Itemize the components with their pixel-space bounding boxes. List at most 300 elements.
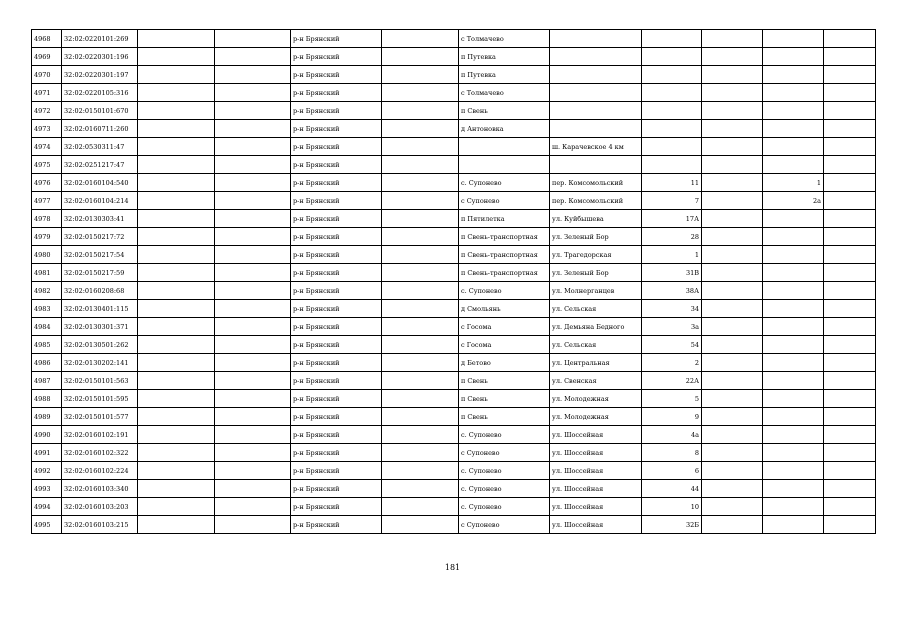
col-4-cell <box>215 444 291 462</box>
col-12-cell <box>824 444 876 462</box>
row-number-cell: 4988 <box>32 390 62 408</box>
district-cell: р-н Брянский <box>291 228 382 246</box>
col-12-cell <box>824 156 876 174</box>
building-cell <box>763 264 824 282</box>
street-cell <box>550 66 642 84</box>
table-row <box>32 246 876 264</box>
col-12-cell <box>824 192 876 210</box>
col-10-cell <box>702 516 763 534</box>
col-3-cell <box>138 210 215 228</box>
district-cell: р-н Брянский <box>291 246 382 264</box>
house-number-cell: 28 <box>642 228 702 246</box>
building-cell <box>763 390 824 408</box>
col-6-cell <box>382 372 459 390</box>
col-4-cell <box>215 354 291 372</box>
street-cell <box>550 30 642 48</box>
col-4-cell <box>215 84 291 102</box>
house-number-cell: 4а <box>642 426 702 444</box>
table-row <box>32 372 876 390</box>
street-cell: ул. Молодежная <box>550 408 642 426</box>
col-12-cell <box>824 228 876 246</box>
cadastral-number-cell: 32:02:0251217:47 <box>62 156 138 174</box>
col-4-cell <box>215 372 291 390</box>
col-12-cell <box>824 210 876 228</box>
col-6-cell <box>382 426 459 444</box>
cadastral-number-cell: 32:02:0130202:141 <box>62 354 138 372</box>
table-row <box>32 228 876 246</box>
col-6-cell <box>382 192 459 210</box>
col-10-cell <box>702 462 763 480</box>
house-number-cell: 10 <box>642 498 702 516</box>
street-cell: ул. Свенская <box>550 372 642 390</box>
cadastral-number-cell: 32:02:0150101:595 <box>62 390 138 408</box>
cadastral-number-cell: 32:02:0150101:563 <box>62 372 138 390</box>
district-cell: р-н Брянский <box>291 516 382 534</box>
district-cell: р-н Брянский <box>291 84 382 102</box>
row-number-cell: 4980 <box>32 246 62 264</box>
cadastral-number-cell: 32:02:0160102:224 <box>62 462 138 480</box>
street-cell: ул. Шоссейная <box>550 516 642 534</box>
settlement-cell: с Толмачево <box>459 84 550 102</box>
col-10-cell <box>702 66 763 84</box>
district-cell: р-н Брянский <box>291 480 382 498</box>
table-row <box>32 444 876 462</box>
building-cell: 2а <box>763 192 824 210</box>
col-3-cell <box>138 156 215 174</box>
house-number-cell: 9 <box>642 408 702 426</box>
col-12-cell <box>824 264 876 282</box>
table-row <box>32 462 876 480</box>
col-6-cell <box>382 516 459 534</box>
cadastral-number-cell: 32:02:0220301:196 <box>62 48 138 66</box>
street-cell: ул. Шоссейная <box>550 462 642 480</box>
col-6-cell <box>382 102 459 120</box>
col-10-cell <box>702 156 763 174</box>
col-6-cell <box>382 120 459 138</box>
col-4-cell <box>215 66 291 84</box>
col-12-cell <box>824 84 876 102</box>
col-3-cell <box>138 264 215 282</box>
col-6-cell <box>382 210 459 228</box>
cadastral-number-cell: 32:02:0130303:41 <box>62 210 138 228</box>
settlement-cell <box>459 138 550 156</box>
col-3-cell <box>138 102 215 120</box>
settlement-cell: д Бетово <box>459 354 550 372</box>
building-cell <box>763 318 824 336</box>
building-cell <box>763 84 824 102</box>
table-row <box>32 318 876 336</box>
col-12-cell <box>824 120 876 138</box>
building-cell <box>763 282 824 300</box>
street-cell: пер. Комсомольский <box>550 174 642 192</box>
row-number-cell: 4979 <box>32 228 62 246</box>
col-6-cell <box>382 444 459 462</box>
settlement-cell: п Путевка <box>459 66 550 84</box>
house-number-cell: 5 <box>642 390 702 408</box>
col-12-cell <box>824 282 876 300</box>
settlement-cell: с Супонево <box>459 516 550 534</box>
page-number: 181 <box>444 563 461 572</box>
col-10-cell <box>702 138 763 156</box>
col-12-cell <box>824 174 876 192</box>
cadastral-number-cell: 32:02:0130501:262 <box>62 336 138 354</box>
table-row <box>32 354 876 372</box>
street-cell: ул. Шоссейная <box>550 498 642 516</box>
settlement-cell: п Свень-транспортная <box>459 246 550 264</box>
building-cell <box>763 102 824 120</box>
building-cell <box>763 444 824 462</box>
house-number-cell <box>642 48 702 66</box>
col-3-cell <box>138 192 215 210</box>
col-4-cell <box>215 426 291 444</box>
col-3-cell <box>138 228 215 246</box>
house-number-cell <box>642 66 702 84</box>
building-cell <box>763 300 824 318</box>
col-6-cell <box>382 66 459 84</box>
col-4-cell <box>215 30 291 48</box>
table-row <box>32 174 876 192</box>
col-4-cell <box>215 246 291 264</box>
col-6-cell <box>382 84 459 102</box>
table-row <box>32 66 876 84</box>
col-3-cell <box>138 120 215 138</box>
settlement-cell: п Свень-транспортная <box>459 228 550 246</box>
col-6-cell <box>382 318 459 336</box>
building-cell <box>763 354 824 372</box>
col-10-cell <box>702 228 763 246</box>
cadastral-number-cell: 32:02:0530311:47 <box>62 138 138 156</box>
row-number-cell: 4975 <box>32 156 62 174</box>
district-cell: р-н Брянский <box>291 408 382 426</box>
row-number-cell: 4973 <box>32 120 62 138</box>
table-row <box>32 30 876 48</box>
table-row <box>32 120 876 138</box>
settlement-cell: с. Супонево <box>459 498 550 516</box>
building-cell <box>763 156 824 174</box>
col-10-cell <box>702 48 763 66</box>
building-cell <box>763 48 824 66</box>
col-4-cell <box>215 300 291 318</box>
table-row <box>32 264 876 282</box>
settlement-cell: с. Супонево <box>459 282 550 300</box>
row-number-cell: 4977 <box>32 192 62 210</box>
settlement-cell: с Толмачево <box>459 30 550 48</box>
settlement-cell: с Госома <box>459 318 550 336</box>
table-row <box>32 192 876 210</box>
col-12-cell <box>824 102 876 120</box>
table-row <box>32 102 876 120</box>
house-number-cell: 32Б <box>642 516 702 534</box>
cadastral-number-cell: 32:02:0160104:540 <box>62 174 138 192</box>
row-number-cell: 4972 <box>32 102 62 120</box>
district-cell: р-н Брянский <box>291 48 382 66</box>
col-12-cell <box>824 318 876 336</box>
col-10-cell <box>702 318 763 336</box>
street-cell <box>550 48 642 66</box>
row-number-cell: 4987 <box>32 372 62 390</box>
row-number-cell: 4989 <box>32 408 62 426</box>
table-row <box>32 48 876 66</box>
settlement-cell: д Антоновка <box>459 120 550 138</box>
building-cell <box>763 138 824 156</box>
col-6-cell <box>382 264 459 282</box>
settlement-cell: с Госома <box>459 336 550 354</box>
col-12-cell <box>824 336 876 354</box>
col-3-cell <box>138 336 215 354</box>
table-row <box>32 516 876 534</box>
row-number-cell: 4995 <box>32 516 62 534</box>
building-cell <box>763 372 824 390</box>
col-4-cell <box>215 48 291 66</box>
row-number-cell: 4981 <box>32 264 62 282</box>
col-3-cell <box>138 138 215 156</box>
col-12-cell <box>824 300 876 318</box>
settlement-cell: с Супонево <box>459 444 550 462</box>
cadastral-number-cell: 32:02:0150101:670 <box>62 102 138 120</box>
col-6-cell <box>382 246 459 264</box>
col-4-cell <box>215 138 291 156</box>
col-10-cell <box>702 498 763 516</box>
house-number-cell: 17А <box>642 210 702 228</box>
col-4-cell <box>215 408 291 426</box>
col-4-cell <box>215 192 291 210</box>
building-cell <box>763 66 824 84</box>
col-10-cell <box>702 444 763 462</box>
cadastral-number-cell: 32:02:0150217:54 <box>62 246 138 264</box>
col-3-cell <box>138 84 215 102</box>
cadastral-number-cell: 32:02:0150101:577 <box>62 408 138 426</box>
street-cell: ул. Куйбышева <box>550 210 642 228</box>
district-cell: р-н Брянский <box>291 30 382 48</box>
col-12-cell <box>824 480 876 498</box>
street-cell <box>550 120 642 138</box>
street-cell: ул. Демьяна Бедного <box>550 318 642 336</box>
cadastral-number-cell: 32:02:0160103:215 <box>62 516 138 534</box>
col-6-cell <box>382 282 459 300</box>
col-4-cell <box>215 156 291 174</box>
col-12-cell <box>824 48 876 66</box>
district-cell: р-н Брянский <box>291 318 382 336</box>
building-cell <box>763 480 824 498</box>
house-number-cell <box>642 120 702 138</box>
district-cell: р-н Брянский <box>291 426 382 444</box>
col-10-cell <box>702 408 763 426</box>
col-3-cell <box>138 408 215 426</box>
house-number-cell: 22А <box>642 372 702 390</box>
district-cell: р-н Брянский <box>291 210 382 228</box>
col-3-cell <box>138 498 215 516</box>
col-3-cell <box>138 48 215 66</box>
row-number-cell: 4985 <box>32 336 62 354</box>
street-cell <box>550 156 642 174</box>
col-3-cell <box>138 30 215 48</box>
table-row <box>32 210 876 228</box>
settlement-cell: п Свень-транспортная <box>459 264 550 282</box>
col-12-cell <box>824 138 876 156</box>
settlement-cell <box>459 156 550 174</box>
cadastral-number-cell: 32:02:0220105:316 <box>62 84 138 102</box>
street-cell: ул. Сельская <box>550 300 642 318</box>
row-number-cell: 4991 <box>32 444 62 462</box>
table-row <box>32 156 876 174</box>
col-10-cell <box>702 210 763 228</box>
col-10-cell <box>702 120 763 138</box>
street-cell: ул. Зеленый Бор <box>550 228 642 246</box>
row-number-cell: 4974 <box>32 138 62 156</box>
cadastral-number-cell: 32:02:0150217:59 <box>62 264 138 282</box>
col-10-cell <box>702 354 763 372</box>
district-cell: р-н Брянский <box>291 66 382 84</box>
col-4-cell <box>215 336 291 354</box>
cadastral-number-cell: 32:02:0160102:191 <box>62 426 138 444</box>
col-3-cell <box>138 66 215 84</box>
street-cell: ул. Шоссейная <box>550 444 642 462</box>
col-12-cell <box>824 408 876 426</box>
col-10-cell <box>702 174 763 192</box>
col-10-cell <box>702 426 763 444</box>
col-12-cell <box>824 66 876 84</box>
building-cell <box>763 498 824 516</box>
settlement-cell: п Свень <box>459 408 550 426</box>
house-number-cell: 7 <box>642 192 702 210</box>
cadastral-number-cell: 32:02:0220101:269 <box>62 30 138 48</box>
col-6-cell <box>382 138 459 156</box>
col-4-cell <box>215 282 291 300</box>
street-cell <box>550 102 642 120</box>
col-12-cell <box>824 498 876 516</box>
district-cell: р-н Брянский <box>291 156 382 174</box>
col-10-cell <box>702 390 763 408</box>
street-cell: ул. Шоссейная <box>550 480 642 498</box>
row-number-cell: 4982 <box>32 282 62 300</box>
settlement-cell: п Свень <box>459 372 550 390</box>
house-number-cell: 44 <box>642 480 702 498</box>
cadastral-number-cell: 32:02:0160103:340 <box>62 480 138 498</box>
col-6-cell <box>382 174 459 192</box>
street-cell: ул. Шоссейная <box>550 426 642 444</box>
cadastral-number-cell: 32:02:0150217:72 <box>62 228 138 246</box>
street-cell: ул. Молодежная <box>550 390 642 408</box>
row-number-cell: 4976 <box>32 174 62 192</box>
col-3-cell <box>138 174 215 192</box>
cadastral-number-cell: 32:02:0160102:322 <box>62 444 138 462</box>
col-4-cell <box>215 120 291 138</box>
col-4-cell <box>215 480 291 498</box>
district-cell: р-н Брянский <box>291 390 382 408</box>
row-number-cell: 4971 <box>32 84 62 102</box>
col-10-cell <box>702 102 763 120</box>
settlement-cell: с. Супонево <box>459 174 550 192</box>
row-number-cell: 4992 <box>32 462 62 480</box>
table-row <box>32 336 876 354</box>
street-cell <box>550 84 642 102</box>
col-3-cell <box>138 246 215 264</box>
settlement-cell: п Свень <box>459 102 550 120</box>
col-3-cell <box>138 462 215 480</box>
house-number-cell: 31В <box>642 264 702 282</box>
district-cell: р-н Брянский <box>291 174 382 192</box>
table-row <box>32 426 876 444</box>
building-cell <box>763 30 824 48</box>
col-4-cell <box>215 228 291 246</box>
table-row <box>32 408 876 426</box>
cadastral-number-cell: 32:02:0160104:214 <box>62 192 138 210</box>
col-3-cell <box>138 354 215 372</box>
cadastral-number-cell: 32:02:0130301:371 <box>62 318 138 336</box>
district-cell: р-н Брянский <box>291 138 382 156</box>
house-number-cell: 3а <box>642 318 702 336</box>
col-3-cell <box>138 444 215 462</box>
street-cell: пер. Комсомольский <box>550 192 642 210</box>
col-10-cell <box>702 246 763 264</box>
building-cell <box>763 120 824 138</box>
settlement-cell: с. Супонево <box>459 426 550 444</box>
house-number-cell: 11 <box>642 174 702 192</box>
cadastral-number-cell: 32:02:0160711:260 <box>62 120 138 138</box>
table-row <box>32 84 876 102</box>
district-cell: р-н Брянский <box>291 102 382 120</box>
district-cell: р-н Брянский <box>291 336 382 354</box>
house-number-cell <box>642 156 702 174</box>
house-number-cell <box>642 102 702 120</box>
building-cell <box>763 336 824 354</box>
col-12-cell <box>824 30 876 48</box>
col-10-cell <box>702 480 763 498</box>
row-number-cell: 4990 <box>32 426 62 444</box>
settlement-cell: с Супонево <box>459 192 550 210</box>
cadastral-number-cell: 32:02:0160208:68 <box>62 282 138 300</box>
row-number-cell: 4969 <box>32 48 62 66</box>
col-4-cell <box>215 174 291 192</box>
house-number-cell: 34 <box>642 300 702 318</box>
settlement-cell: п Свень <box>459 390 550 408</box>
col-10-cell <box>702 30 763 48</box>
col-3-cell <box>138 390 215 408</box>
row-number-cell: 4968 <box>32 30 62 48</box>
col-4-cell <box>215 390 291 408</box>
building-cell <box>763 408 824 426</box>
building-cell: 1 <box>763 174 824 192</box>
col-4-cell <box>215 210 291 228</box>
table-row <box>32 138 876 156</box>
district-cell: р-н Брянский <box>291 354 382 372</box>
district-cell: р-н Брянский <box>291 300 382 318</box>
building-cell <box>763 246 824 264</box>
building-cell <box>763 462 824 480</box>
house-number-cell: 1 <box>642 246 702 264</box>
building-cell <box>763 228 824 246</box>
settlement-cell: п Путевка <box>459 48 550 66</box>
street-cell: ул. Трагедорская <box>550 246 642 264</box>
col-4-cell <box>215 102 291 120</box>
table-row <box>32 480 876 498</box>
cadastral-number-cell: 32:02:0220301:197 <box>62 66 138 84</box>
col-10-cell <box>702 336 763 354</box>
house-number-cell: 38А <box>642 282 702 300</box>
col-6-cell <box>382 336 459 354</box>
col-6-cell <box>382 498 459 516</box>
col-10-cell <box>702 192 763 210</box>
col-6-cell <box>382 48 459 66</box>
table-row <box>32 300 876 318</box>
col-10-cell <box>702 264 763 282</box>
house-number-cell: 8 <box>642 444 702 462</box>
col-3-cell <box>138 372 215 390</box>
row-number-cell: 4994 <box>32 498 62 516</box>
building-cell <box>763 426 824 444</box>
house-number-cell <box>642 84 702 102</box>
registry-table <box>31 29 876 534</box>
